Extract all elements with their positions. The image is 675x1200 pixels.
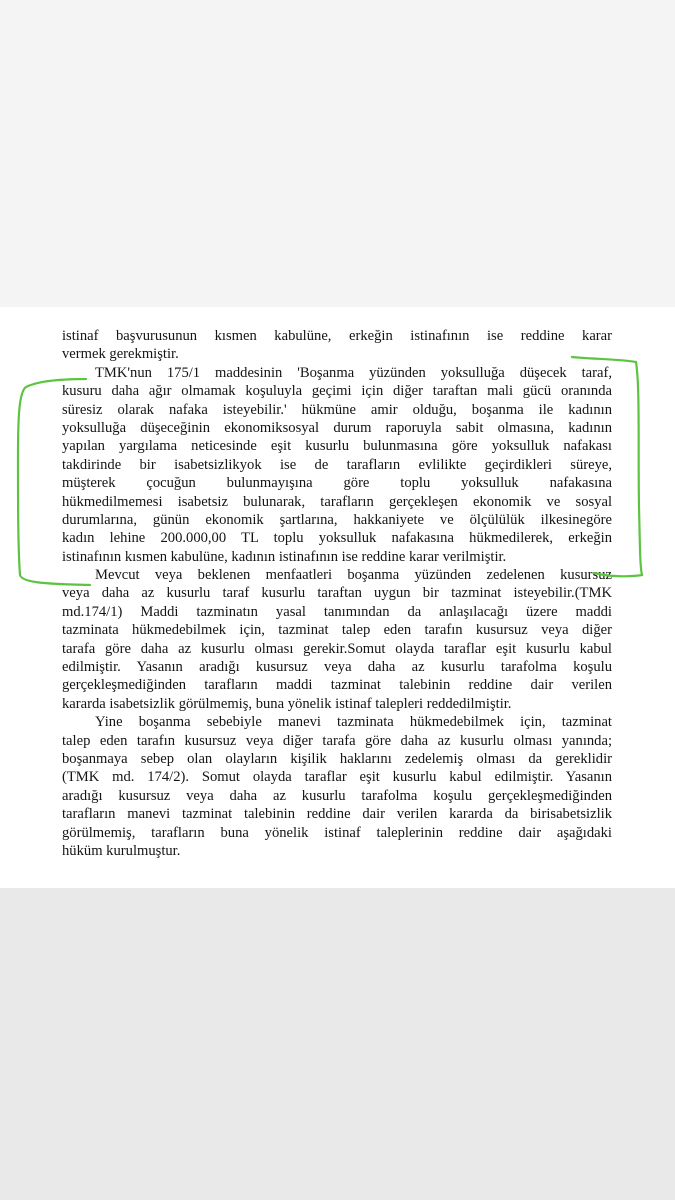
text-line: görülmemiş, tarafların buna yönelik istinaf taleplerinin reddine dair aşağıdaki: [62, 824, 612, 841]
top-empty-area: [0, 0, 675, 307]
document-photo: [0, 307, 675, 888]
text-line: hükmedilmemesi isabetsiz bulunarak, tarafların gerçekleşen ekonomik ve sosyal: [62, 493, 612, 510]
text-line: takdirinde bir isabetsizlikyok ise de tarafların evlilikte geçirdikleri süreye,: [62, 456, 612, 473]
bottom-empty-area: [0, 888, 675, 1200]
text-line: tarafa göre daha az kusurlu olması gerekir.Somut olayda taraflar eşit kusurlu kabul: [62, 640, 612, 657]
text-line: aradığı kusursuz veya daha az kusurlu tarafolma koşulu gerçekleşmediğinden: [62, 787, 612, 804]
text-line: veya daha az kusurlu taraf kusurlu taraftan uygun bir tazminat isteyebilir.(TMK: [62, 585, 612, 602]
text-line: md.174/1) Maddi tazminatın yasal tanımından da anlaşılacağı üzere maddi: [62, 603, 612, 620]
text-line: müşterek çocuğun bulunmayışına göre toplu yoksulluk nafakasına: [62, 475, 612, 492]
text-line: gerçekleşmediğinden tarafların maddi tazminat talebinin reddine dair verilen: [62, 677, 612, 694]
text-line: vermek gerekmiştir.: [62, 346, 179, 363]
text-line: talep eden tarafın kusursuz veya diğer tarafa göre daha az kusurlu olması yanında;: [62, 732, 612, 749]
text-line: kararda isabetsizlik görülmemiş, buna yönelik istinaf talepleri reddedilmiştir.: [62, 695, 512, 712]
text-line: durumlarına, günün ekonomik şartlarına, hakkaniyete ve ölçülülük ilkesinegöre: [62, 511, 612, 528]
text-line: yoksulluğa düşeceğinin ekonomiksosyal durum raporuyla sabit olmasına, kadının: [62, 419, 612, 436]
text-line: yapılan yargılama neticesinde eşit kusurlu bulunmasına göre yoksulluk nafakası: [62, 438, 612, 455]
text-line: boşanmaya sebep olan olayların kişilik haklarını zedelemiş olması da gereklidir: [62, 750, 612, 767]
text-line: tarafların manevi tazminat talebinin reddine dair verilen kararda da birisabetsizlik: [62, 806, 612, 823]
document-text: [62, 327, 612, 860]
text-line: hüküm kurulmuştur.: [62, 842, 181, 859]
text-line: istinaf başvurusunun kısmen kabulüne, erkeğin istinafının ise reddine karar: [62, 328, 612, 344]
text-line: tazminata hükmedebilmek için, tazminat talep eden tarafın kusursuz veya diğer: [62, 622, 612, 639]
text-line: TMK'nun 175/1 maddesinin 'Boşanma yüzünden yoksulluğa düşecek taraf,: [95, 364, 612, 381]
text-line: kadın lehine 200.000,00 TL toplu yoksulluk nafakasına hükmedilerek, erkeğin: [62, 530, 612, 547]
text-line: Yine boşanma sebebiyle manevi tazminata hükmedebilmek için, tazminat: [95, 714, 612, 731]
text-line: kusuru daha ağır olmamak koşuluyla geçimi için diğer taraftan mali gücü oranında: [62, 383, 612, 400]
text-line: (TMK md. 174/2). Somut olayda taraflar eşit kusurlu kabul edilmiştir. Yasanın: [62, 769, 612, 786]
text-line: süresiz olarak nafaka isteyebilir.' hükmüne amir olduğu, boşanma ile kadının: [62, 401, 612, 418]
text-line: edilmiştir. Yasanın aradığı kusursuz veya daha az kusurlu tarafolma koşulu: [62, 659, 612, 676]
text-line: istinafının kısmen kabulüne, kadının istinafının ise reddine karar verilmiştir.: [62, 548, 507, 565]
text-line: Mevcut veya beklenen menfaatleri boşanma yüzünden zedelenen kusursuz: [95, 567, 612, 584]
